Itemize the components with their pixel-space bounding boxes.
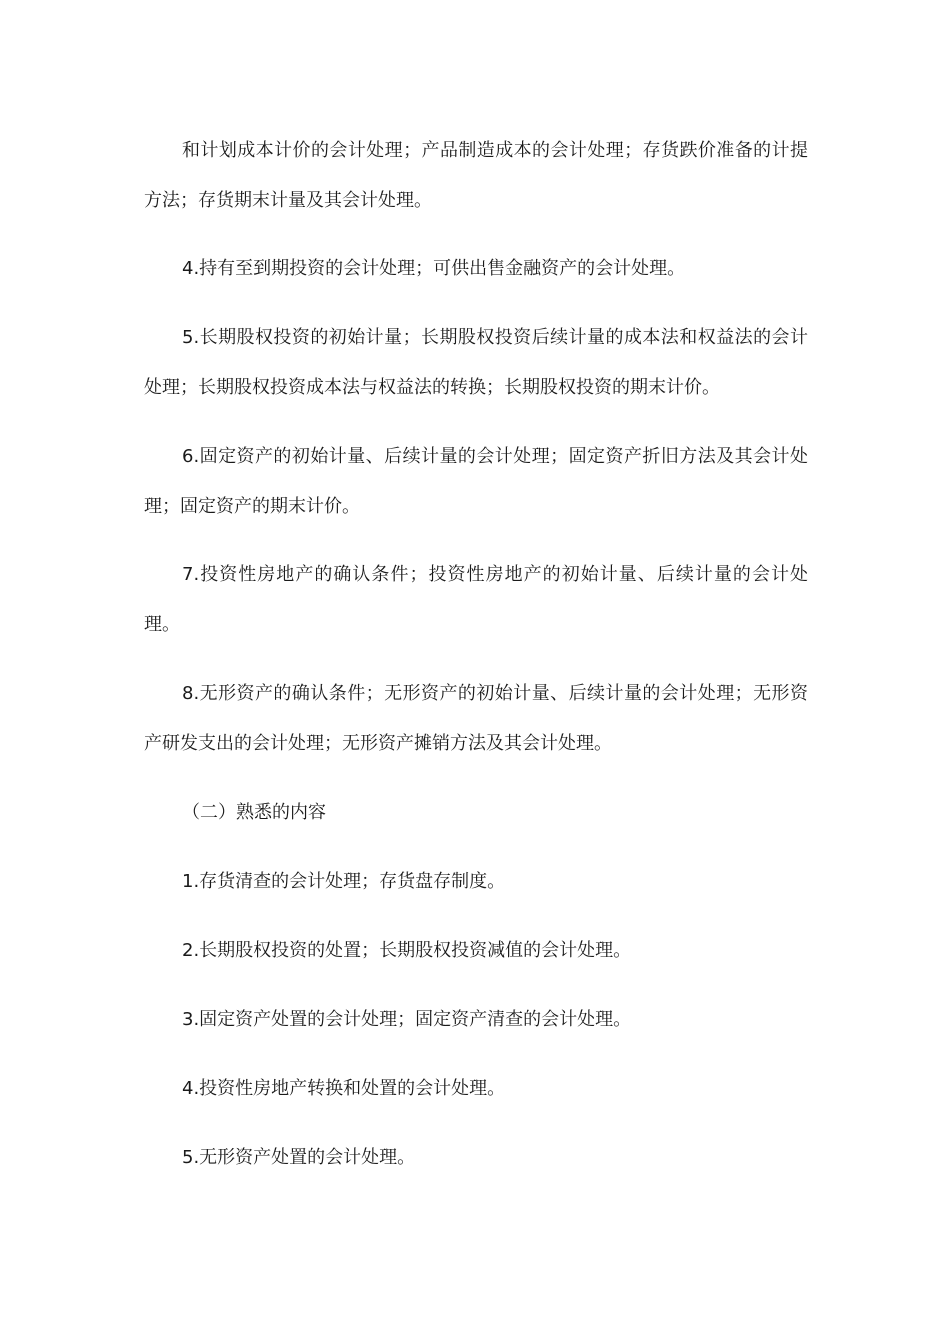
paragraph-equity-investment-disposal: 2.长期股权投资的处置；长期股权投资减值的会计处理。 bbox=[182, 940, 632, 961]
paragraph-fixed-asset-disposal: 3.固定资产处置的会计处理；固定资产清查的会计处理。 bbox=[182, 1009, 632, 1030]
paragraph-investment-property: 7.投资性房地产的确认条件；投资性房地产的初始计量、后续计量的会计处理。 bbox=[144, 564, 808, 635]
paragraph-long-term-equity-investment: 5.长期股权投资的初始计量；长期股权投资后续计量的成本法和权益法的会计处理；长期股权投资成本法与权益法的转换；长期股权投资的期末计价。 bbox=[144, 327, 808, 398]
paragraph-fixed-assets: 6.固定资产的初始计量、后续计量的会计处理；固定资产折旧方法及其会计处理；固定资产的期末计价。 bbox=[144, 446, 808, 517]
paragraph-intangible-assets: 8.无形资产的确认条件；无形资产的初始计量、后续计量的会计处理；无形资产研发支出的会计处理；无形资产摊销方法及其会计处理。 bbox=[144, 683, 808, 754]
paragraph-intangible-asset-disposal: 5.无形资产处置的会计处理。 bbox=[182, 1147, 416, 1168]
paragraph-investment-held-to-maturity: 4.持有至到期投资的会计处理；可供出售金融资产的会计处理。 bbox=[182, 258, 686, 279]
paragraph-investment-property-conversion: 4.投资性房地产转换和处置的会计处理。 bbox=[182, 1078, 506, 1099]
paragraph-inventory-count: 1.存货清查的会计处理；存货盘存制度。 bbox=[182, 871, 506, 892]
paragraph-inventory-cost: 和计划成本计价的会计处理；产品制造成本的会计处理；存货跌价准备的计提方法；存货期末计量及其会计处理。 bbox=[144, 140, 808, 211]
section-heading-familiar-content: （二）熟悉的内容 bbox=[182, 802, 326, 823]
